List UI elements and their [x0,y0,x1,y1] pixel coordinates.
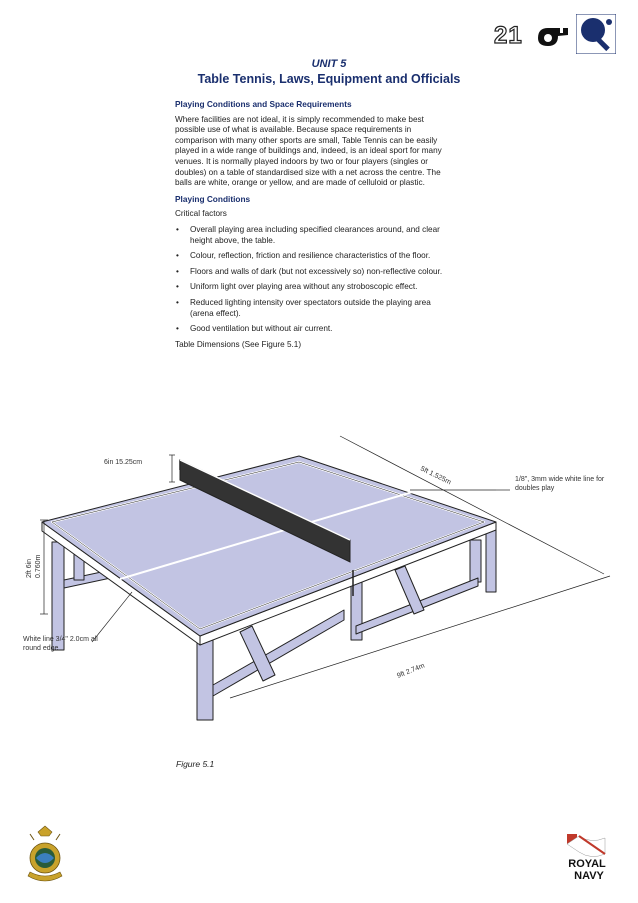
svg-text:ROYAL: ROYAL [568,858,606,870]
height-label-metric: 0.760m [35,554,42,578]
figure-caption: Figure 5.1 [176,759,215,769]
unit-label: UNIT 5 [311,58,347,70]
list-item: • Overall playing area including specified clearances around, and clear height above, the table. [176,224,440,245]
whistle-icon [534,18,574,52]
centre-line-note: 1/8", 3mm wide white line for doubles play [515,476,605,492]
content-column [175,99,453,355]
page-title: Table Tennis, Laws, Equipment and Officials [197,72,461,86]
net-height-label: 6in 15.25cm [104,459,143,466]
edge-line-note: White line 3/4" 2.0cm all round edge [23,636,98,652]
section-body: Where facilities are not ideal, it is simply recommended to make best possible use of what is available. Because space requirements in comparison with many other sports are small, Table Tennis can be easily played in a wide range of buildings and, indeed, is an ideal sport for many venues. It is normally played indoors by two or four players (singles or doubles) on a table of standardised size with a net across the centre. The balls are white, orange or yellow, and are made of celluloid or plastic. [175,114,442,188]
width-label: 5ft 1.525m [419,465,452,487]
table-leg [470,540,481,582]
page-number: 21 [494,22,523,49]
list-item: • Uniform light over playing area without any stroboscopic effect. [176,282,418,292]
table-dimensions-text: Table Dimensions (See Figure 5.1) [175,339,302,349]
intro-text: Critical factors [175,209,227,219]
list-item: • Reduced lighting intensity over spectators outside the playing area (arena effect). [176,297,431,318]
svg-text:NAVY: NAVY [574,870,604,882]
royal-marines-crest [22,824,68,886]
list-item: • Colour, reflection, friction and resilience characteristics of the floor. [176,251,431,261]
table-leg [52,542,64,650]
table-top [42,456,496,636]
length-label: 9ft 2.74m [396,662,426,680]
royal-navy-logo [565,832,613,882]
table-leg [197,640,213,720]
table-tennis-bat-icon [576,14,616,54]
bullet-list [175,225,453,335]
table-leg [486,526,496,592]
list-item: • Good ventilation but without air current. [176,324,333,334]
list-item: • Floors and walls of dark (but not excessively so) non-reflective colour. [176,266,443,276]
section-heading: Playing Conditions and Space Requirements [175,99,352,109]
height-label: 2ft 6in [26,558,33,578]
section-heading: Playing Conditions [175,193,251,204]
